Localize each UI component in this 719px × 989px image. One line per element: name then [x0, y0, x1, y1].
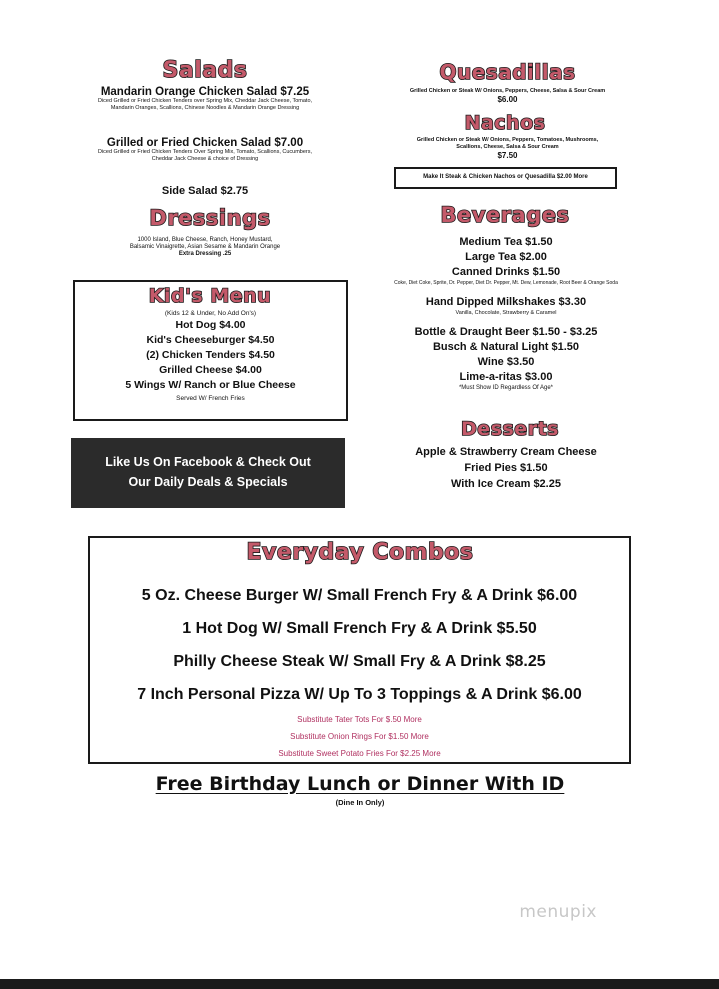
combo-sub: Substitute Tater Tots For $.50 More [297, 715, 422, 724]
salad-item [40, 137, 370, 163]
bottom-border [0, 979, 719, 989]
canned-desc: Coke, Diet Coke, Sprite, Dr. Pepper, Diet Dr. Pepper, Mt. Dew, Lemonade, Root Beer & Orange Soda [394, 280, 618, 286]
beverage-item: Wine $3.50 [477, 356, 535, 368]
combo-sub: Substitute Sweet Potato Fries For $2.25 More [278, 749, 441, 758]
salad-desc: Cheddar Jack Cheese & choice of Dressing [151, 156, 259, 162]
salad-desc: Mandarin Oranges, Scallions, Chinese Noodles & Mandarin Orange Dressing [110, 105, 300, 111]
dessert-item: With Ice Cream $2.25 [451, 478, 561, 490]
facebook-line: Like Us On Facebook & Check Out [105, 455, 311, 469]
nachos-upgrade: Make It Steak & Chicken Nachos or Quesadilla $2.00 More [423, 174, 588, 180]
kids-item: (2) Chicken Tenders $4.50 [146, 349, 275, 361]
quesadillas-block [380, 88, 635, 105]
kids-item: Hot Dog $4.00 [175, 319, 246, 331]
kids-menu-heading: Kid's Menu [148, 285, 272, 307]
beverage-item: Lime-a-ritas $3.00 [459, 371, 553, 383]
nachos-desc: Scallions, Cheese, Salsa & Sour Cream [456, 144, 559, 150]
birthday-title: Free Birthday Lunch or Dinner With ID [155, 773, 565, 795]
combo-item: 5 Oz. Cheese Burger W/ Small French Fry & A Drink $6.00 [141, 587, 578, 604]
dessert-item: Apple & Strawberry Cream Cheese [415, 446, 597, 458]
side-salad: Side Salad $2.75 [161, 185, 249, 197]
beverages-heading: Beverages [440, 203, 570, 227]
id-note: *Must Show ID Regardless Of Age* [458, 385, 554, 391]
combos-heading: Everyday Combos [246, 540, 474, 565]
beverages-list [360, 235, 652, 392]
combo-item: 7 Inch Personal Pizza W/ Up To 3 Toppings & A Drink $6.00 [137, 686, 582, 703]
beverage-item: Large Tea $2.00 [465, 251, 547, 263]
combo-sub: Substitute Onion Rings For $1.50 More [290, 732, 429, 741]
beverage-item: Bottle & Draught Beer $1.50 - $3.25 [414, 326, 598, 338]
desserts-list [360, 444, 652, 492]
facebook-banner [71, 438, 345, 508]
kids-item: 5 Wings W/ Ranch or Blue Cheese [125, 379, 296, 391]
birthday-note: (Dine In Only) [335, 798, 385, 807]
dessert-item: Fried Pies $1.50 [464, 462, 548, 474]
salad-item [40, 86, 370, 112]
quesadillas-desc: Grilled Chicken or Steak W/ Onions, Peppers, Cheese, Salsa & Sour Cream [409, 88, 606, 94]
salad-name: Mandarin Orange Chicken Salad $7.25 [100, 86, 310, 98]
nachos-block [380, 137, 635, 161]
nachos-upgrade-box [394, 167, 617, 189]
nachos-heading: Nachos [464, 112, 546, 134]
kids-note: (Kids 12 & Under, No Add On's) [164, 310, 257, 317]
salad-name: Grilled or Fried Chicken Salad $7.00 [106, 137, 304, 149]
birthday-block [80, 771, 640, 809]
quesadillas-heading: Quesadillas [439, 60, 576, 84]
kids-menu-list [75, 309, 346, 404]
combo-item: 1 Hot Dog W/ Small French Fry & A Drink $5.50 [182, 620, 537, 637]
watermark-logo: menupix [519, 902, 597, 922]
milkshakes-desc: Vanilla, Chocolate, Strawberry & Caramel [455, 310, 557, 316]
combos-list [90, 579, 629, 762]
combo-item: Philly Cheese Steak W/ Small Fry & A Drink $8.25 [173, 653, 546, 670]
kids-item: Grilled Cheese $4.00 [159, 364, 262, 376]
extra-dressing: Extra Dressing .25 [178, 251, 232, 257]
beverage-item: Medium Tea $1.50 [459, 236, 553, 248]
quesadillas-price: $6.00 [497, 95, 518, 104]
beverage-item: Hand Dipped Milkshakes $3.30 [425, 296, 587, 308]
kids-footer: Served W/ French Fries [176, 395, 245, 402]
dressings-list [40, 237, 370, 258]
kids-item: Kid's Cheeseburger $4.50 [146, 334, 275, 346]
beverage-item: Busch & Natural Light $1.50 [432, 341, 580, 353]
nachos-price: $7.50 [497, 151, 518, 160]
dressings-heading: Dressings [149, 206, 271, 230]
desserts-heading: Desserts [461, 418, 559, 440]
nachos-desc: Grilled Chicken or Steak W/ Onions, Peppers, Tomatoes, Mushrooms, [416, 137, 599, 143]
facebook-line: Our Daily Deals & Specials [128, 475, 288, 489]
salads-heading: Salads [162, 58, 248, 83]
salad-desc: Diced Grilled or Fried Chicken Tenders Over Spring Mix, Tomato, Scallions, Cucumbers, [97, 149, 313, 155]
beverage-item: Canned Drinks $1.50 [451, 266, 561, 278]
dressing-line: 1000 Island, Blue Cheese, Ranch, Honey Mustard, [137, 237, 273, 243]
dressing-line: Balsamic Vinaigrette, Asian Sesame & Mandarin Orange [129, 244, 281, 250]
salad-desc: Diced Grilled or Fried Chicken Tenders over Spring Mix, Cheddar Jack Cheese, Tomato, [97, 98, 313, 104]
